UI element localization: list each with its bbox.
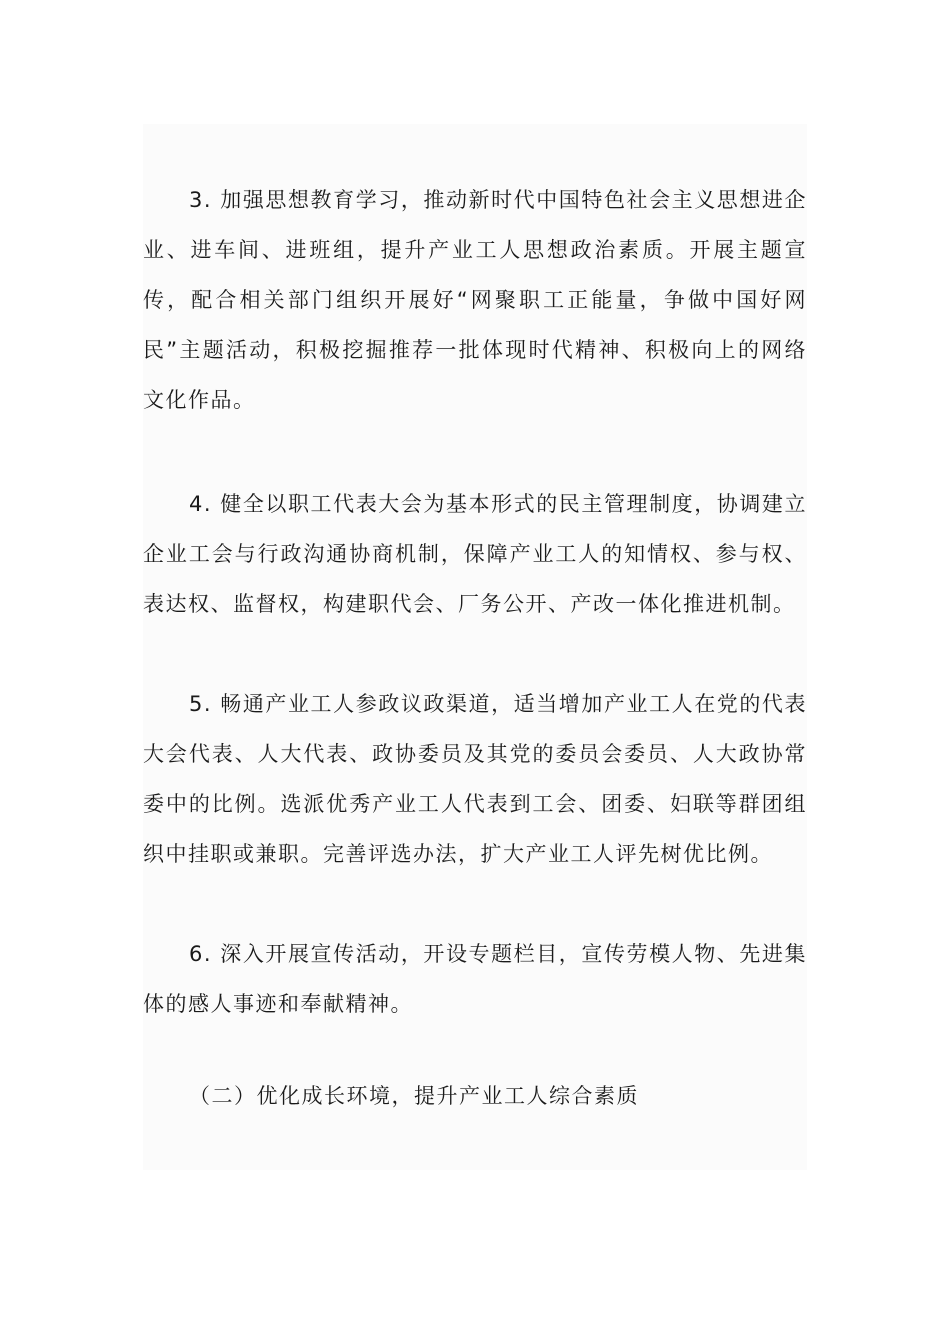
paragraph-3: 3. 加强思想教育学习，推动新时代中国特色社会主义思想进企业、进车间、进班组，提升产业工人思想政治素质。开展主题宣传，配合相关部门组织开展好“网聚职工正能量，争做中国好网民”主题活动，积极挖掘推荐一批体现时代精神、积极向上的网络文化作品。 [143, 188, 807, 412]
paragraph-4: 4. 健全以职工代表大会为基本形式的民主管理制度，协调建立企业工会与行政沟通协商机制，保障产业工人的知情权、参与权、表达权、监督权，构建职代会、厂务公开、产改一体化推进机制。 [143, 492, 807, 616]
paragraph-5: 5. 畅通产业工人参政议政渠道，适当增加产业工人在党的代表大会代表、人大代表、政协委员及其党的委员会委员、人大政协常委中的比例。选派优秀产业工人代表到工会、团委、妇联等群团组织中挂职或兼职。完善评选办法，扩大产业工人评先树优比例。 [143, 692, 807, 866]
section-heading: （二）优化成长环境，提升产业工人综合素质 [189, 1084, 639, 1108]
document-page [143, 124, 807, 1170]
paragraph-6: 6. 深入开展宣传活动，开设专题栏目，宣传劳模人物、先进集体的感人事迹和奉献精神。 [143, 942, 807, 1016]
